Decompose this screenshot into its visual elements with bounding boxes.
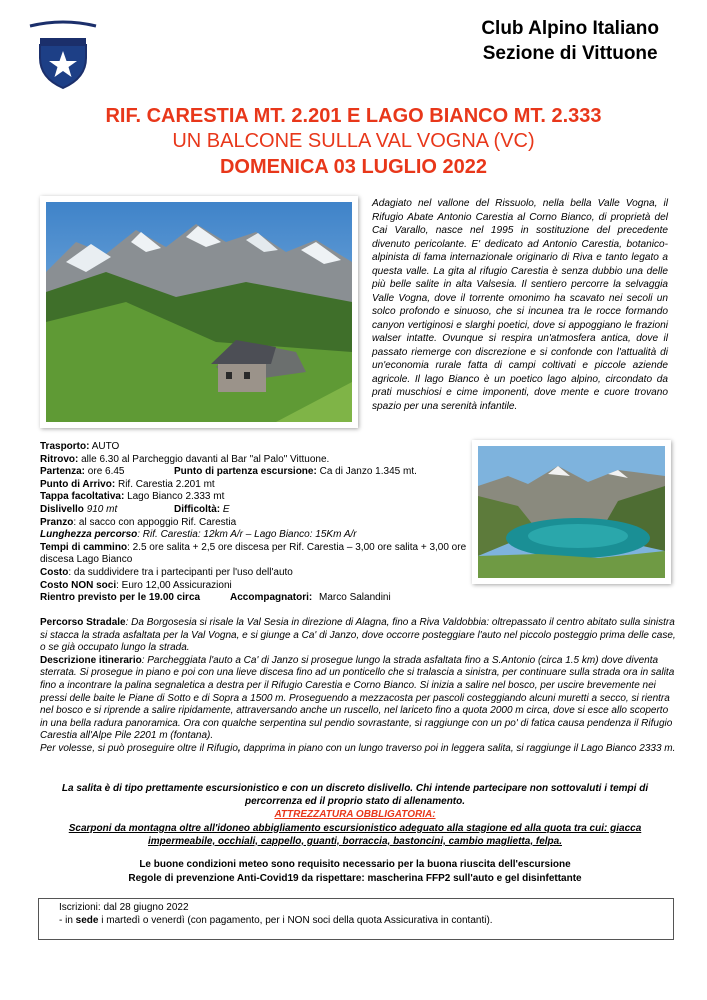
title-block	[0, 103, 707, 181]
info-optional-stop: Tappa facoltativa: Lago Bianco 2.333 mt	[40, 491, 225, 503]
alpine-lake-image-icon	[478, 446, 665, 578]
extra-route: Per volesse, si può proseguire oltre il Rifugio, dapprima in piano con un lungo traverso poi in leggera salita, si raggiunge il Lago Bianco 2333 m.	[40, 742, 676, 754]
info-cost: Costo: da suddividere tra i partecipanti per l'uso dell'auto	[40, 566, 293, 578]
info-length: Lunghezza percorso: Rif. Carestia: 12km A/r – Lago Bianco: 15Km A/r	[40, 529, 357, 541]
warning-text: La salita è di tipo prettamente escursionistico e con un discreto dislivello. Chi intende partecipare non sottovaluti i tempi di percorrenza ed il proprio stato di allenamento.	[61, 783, 649, 808]
info-cost-non-members: Costo NON soci: Euro 12,00 Assicurazioni	[40, 579, 232, 591]
title-line-3: DOMENICA 03 LUGLIO 2022	[219, 156, 488, 178]
trip-info	[40, 441, 470, 605]
notes	[40, 782, 670, 848]
cai-logo	[26, 20, 100, 90]
organization-name	[481, 16, 659, 66]
info-return: Rientro previsto per le 19.00 circa Accompagnatori: Marco Salandini	[40, 592, 391, 604]
org-line-1: Club Alpino Italiano	[481, 18, 659, 39]
route-description	[40, 617, 676, 756]
info-walking-time: Tempi di cammino: 2.5 ore salita + 2,5 ore discesa per Rif. Carestia – 3,00 ore salita + 3,00 ore discesa Lago Bianco	[40, 541, 467, 566]
required-gear-title: ATTREZZATURA OBBLIGATORIA:	[274, 809, 436, 821]
info-arrival: Punto di Arrivo: Rif. Carestia 2.201 mt	[40, 478, 215, 490]
registration-title: Iscrizioni: dal 28 giugno 2022	[59, 902, 189, 913]
info-elevation: Dislivello 910 mt Difficoltà: E	[40, 503, 230, 515]
info-meeting: Ritrovo: alle 6.30 al Parcheggio davanti al Bar "al Palo" Vittuone.	[40, 453, 330, 465]
required-gear-list: Scarponi da montagna oltre all'idoneo abbigliamento escursionistico adeguato alla stagione ed alla quota tra cui: giacca impermeabile, occhiali, cappello, guanti, borraccia, bastoncini, cambio maglietta, felpa.	[68, 822, 642, 847]
intro-text: Adagiato nel vallone del Rissuolo, nella bella Valle Vogna, il Rifugio Abate Antonio Carestia al Corno Bianco, di proprietà del Cai Varallo, nasce nel 1995 in sostituzione del precedente divenuto pericolante. E' dedicato ad Antonio Carestia, botanico-alpinista di fama internazionale originario di Riva e tanto legato a questa valle. La gita al rifugio Carestia è senza dubbio una delle più belle salite in alta Valsesia. Il sentiero percorre la selvaggia Valle Vogna, dove il torrente omonimo ha scavato nei secoli un solco profondo e sinuoso, che si incunea tra le rocce formando canyon vertiginosi e slarghi poetici, dove si appoggiano le frazioni walser intatte. Ovunque si respira un'atmosfera antica, dove il passato riemerge con discrezione e si confonde con l'attualità di un'economia rurale fatta di campi coltivati e piccole aziende agricole. Il lago Bianco è un poetico lago alpino, circondato da prati muschiosi e cime imponenti, dove mente e cuore trovano spazio per una serenità infantile.	[372, 198, 668, 412]
cai-shield-star-logo-icon	[26, 20, 100, 90]
title-line-1: RIF. CARESTIA MT. 2.201 E LAGO BIANCO MT. 2.333	[105, 105, 602, 127]
info-transport: Trasporto: AUTO	[40, 441, 120, 452]
registration-details: - in sede i martedì o venerdì (con pagamento, per i NON soci della quota Assicurativa in contanti).	[59, 915, 493, 926]
lake-photo	[472, 440, 671, 584]
registration-box	[38, 898, 674, 940]
info-lunch: Pranzo: al sacco con appoggio Rif. Carestia	[40, 516, 237, 528]
title-line-2: UN BALCONE SULLA VAL VOGNA (VC)	[172, 130, 535, 152]
mountain-refuge-image-icon	[46, 202, 352, 422]
covid-line: Regole di prevenzione Anti-Covid19 da rispettare: mascherina FFP2 sull'auto e gel disinfettante	[128, 872, 582, 884]
org-line-2: Sezione di Vittuone	[482, 43, 658, 64]
info-departure: Partenza: ore 6.45 Punto di partenza escursione: Ca di Janzo 1.345 mt.	[40, 466, 417, 478]
refuge-photo	[40, 196, 358, 428]
weather-covid-rules	[40, 858, 670, 885]
itinerary: Descrizione itinerario: Parcheggiata l'auto a Ca' di Janzo si prosegue lungo la strada asfaltata fino a S.Antonio (circa 1.5 km) dove diventa sterrata. Si prosegue in piano e poi con una lieve discesa fino ad un ponticello che si tralascia a sinistra, per continuare sulla strada ora in salita fino a incontrare la palina segnaletica a destra per il Rifugio Carestia e Corno Bianco. Si inizia a salire nel bosco, per uscire brevemente nei pressi delle baite le Piane di Sotto e di Sopra a 1500 m. Proseguendo a mezzacosta per pascoli costeggiando alcuni muretti a secco, si rientra nel bosco e si riprende a salire ripidamente, attraversando anche un ruscello, nel lariceto fino a quota 2000 m circa, dove si esce allo scoperto in una bella radura panoramica. Ora con qualche serpentina sul pendio sovrastante, si raggiunge con un po' di fatica causa pendenza il Rifugio Carestia all'Alpe Pile 2201 m (fontana).	[40, 654, 675, 742]
weather-line: Le buone condizioni meteo sono requisito necessario per la buona riuscita dell'escursione	[139, 859, 571, 870]
road-route: Percorso Stradale: Da Borgosesia si risale la Val Sesia in direzione di Alagna, fino a Riva Valdobbia: oltrepassato il centro abitato sulla sinistra si stacca la strada asfaltata per la Val Vogna, e si giunge a Ca' di Janzo, dove occorre posteggiare l'auto nel piccolo posteggio prima delle case, o se già occupato lungo la strada.	[40, 617, 676, 654]
